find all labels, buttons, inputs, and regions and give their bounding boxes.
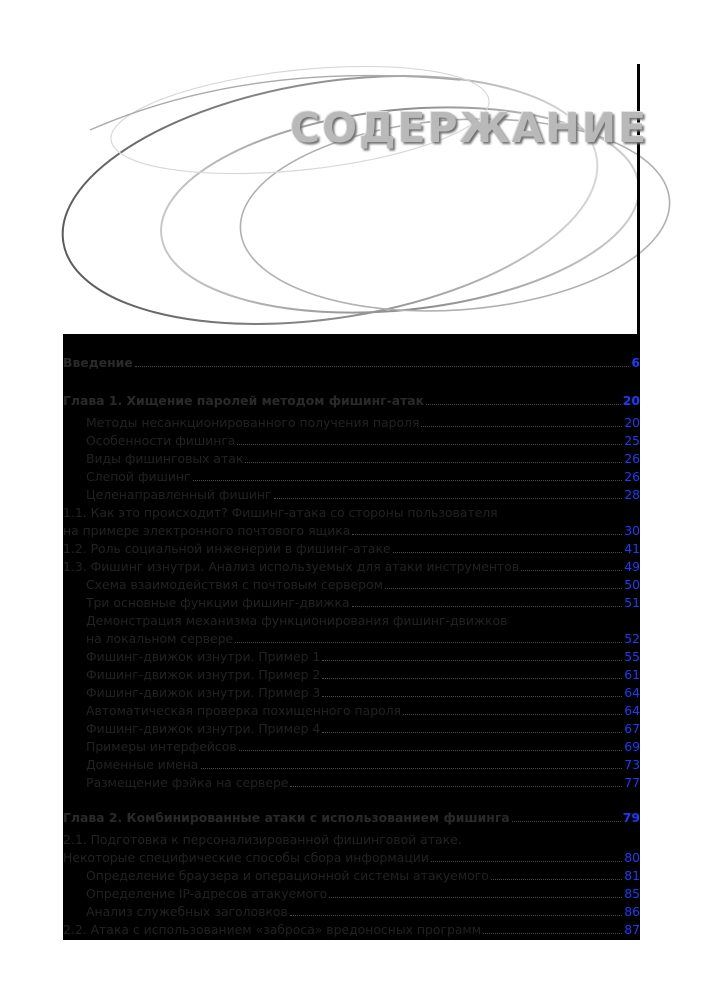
page-number: 41 — [624, 541, 640, 556]
toc-entry[interactable]: Размещение фэйка на сервере 77 — [86, 775, 640, 790]
page-number: 20 — [622, 393, 640, 408]
toc-entry[interactable]: Целенаправленный фишинг 28 — [86, 487, 640, 502]
page-number: 51 — [624, 595, 640, 610]
toc-entry[interactable]: Некоторые специфические способы сбора информации 80 — [63, 850, 640, 865]
page-number: 30 — [624, 523, 640, 538]
toc-entry[interactable]: Доменные имена 73 — [86, 757, 640, 772]
page-number: 26 — [624, 469, 640, 484]
page-number: 80 — [624, 850, 640, 865]
page-number: 6 — [631, 355, 640, 370]
toc-entry[interactable]: на локальном сервере 52 — [86, 631, 640, 646]
toc-entry[interactable]: Фишинг-движок изнутри. Пример 1 55 — [86, 649, 640, 664]
page-number: 20 — [624, 415, 640, 430]
decorative-arcs — [0, 0, 702, 340]
page-number: 87 — [624, 922, 640, 937]
toc-entry[interactable]: Фишинг-движок изнутри. Пример 2 61 — [86, 667, 640, 682]
toc-entry[interactable]: Автоматическая проверка похищенного пароля 64 — [86, 703, 640, 718]
page-number: 55 — [624, 649, 640, 664]
page-number: 81 — [624, 868, 640, 883]
page-number: 73 — [624, 757, 640, 772]
toc-entry-line1: Демонстрация механизма функционирования фишинг-движков — [86, 613, 508, 628]
page-number: 69 — [624, 739, 640, 754]
page-number: 64 — [624, 703, 640, 718]
page-number: 85 — [624, 886, 640, 901]
page-number: 79 — [622, 810, 640, 825]
page-number: 25 — [624, 433, 640, 448]
toc-entry[interactable]: 1.2. Роль социальной инженерии в фишинг-атаке 41 — [63, 541, 640, 556]
page-number: 28 — [624, 487, 640, 502]
toc-entry[interactable]: Три основные функции фишинг-движка 51 — [86, 595, 640, 610]
page-number: 86 — [624, 904, 640, 919]
toc-entry-line1: 1.1. Как это происходит? Фишинг-атака со стороны пользователя — [63, 505, 498, 520]
toc-entry-line1: 2.1. Подготовка к персонализированной фишинговой атаке. — [63, 832, 462, 847]
toc-entry[interactable]: Методы несанкционированного получения пароля 20 — [86, 415, 640, 430]
page-number: 67 — [624, 721, 640, 736]
toc-entry[interactable]: Определение IP-адресов атакуемого 85 — [86, 886, 640, 901]
toc-entry[interactable]: Глава 1. Хищение паролей методом фишинг-атак 20 — [63, 393, 640, 408]
toc-entry[interactable]: 2.2. Атака с использованием «заброса» вредоносных программ 87 — [63, 922, 640, 937]
page-number: 49 — [624, 559, 640, 574]
toc-entry[interactable]: Примеры интерфейсов 69 — [86, 739, 640, 754]
page-number: 50 — [624, 577, 640, 592]
toc-entry[interactable]: на примере электронного почтового ящика 30 — [63, 523, 640, 538]
toc-entry[interactable]: Схема взаимодействия с почтовым сервером 50 — [86, 577, 640, 592]
page-number: 64 — [624, 685, 640, 700]
page-title: СОДЕРЖАНИЕ — [290, 104, 649, 152]
page-number: 26 — [624, 451, 640, 466]
page-number: 52 — [624, 631, 640, 646]
page-number: 61 — [624, 667, 640, 682]
toc-entry[interactable]: Виды фишинговых атак 26 — [86, 451, 640, 466]
toc-entry[interactable]: Анализ служебных заголовков 86 — [86, 904, 640, 919]
toc-entry[interactable]: Особенности фишинга 25 — [86, 433, 640, 448]
toc-entry[interactable]: Слепой фишинг 26 — [86, 469, 640, 484]
table-of-contents — [63, 334, 640, 940]
toc-entry[interactable]: Глава 2. Комбинированные атаки с использованием фишинга 79 — [63, 810, 640, 825]
toc-entry[interactable]: 1.3. Фишинг изнутри. Анализ используемых для атаки инструментов 49 — [63, 559, 640, 574]
toc-entry[interactable]: Введение 6 — [63, 355, 640, 370]
toc-entry[interactable]: Фишинг-движок изнутри. Пример 3 64 — [86, 685, 640, 700]
page-number: 77 — [624, 775, 640, 790]
toc-entry[interactable]: Фишинг-движок изнутри. Пример 4 67 — [86, 721, 640, 736]
toc-entry[interactable]: Определение браузера и операционной системы атакуемого 81 — [86, 868, 640, 883]
